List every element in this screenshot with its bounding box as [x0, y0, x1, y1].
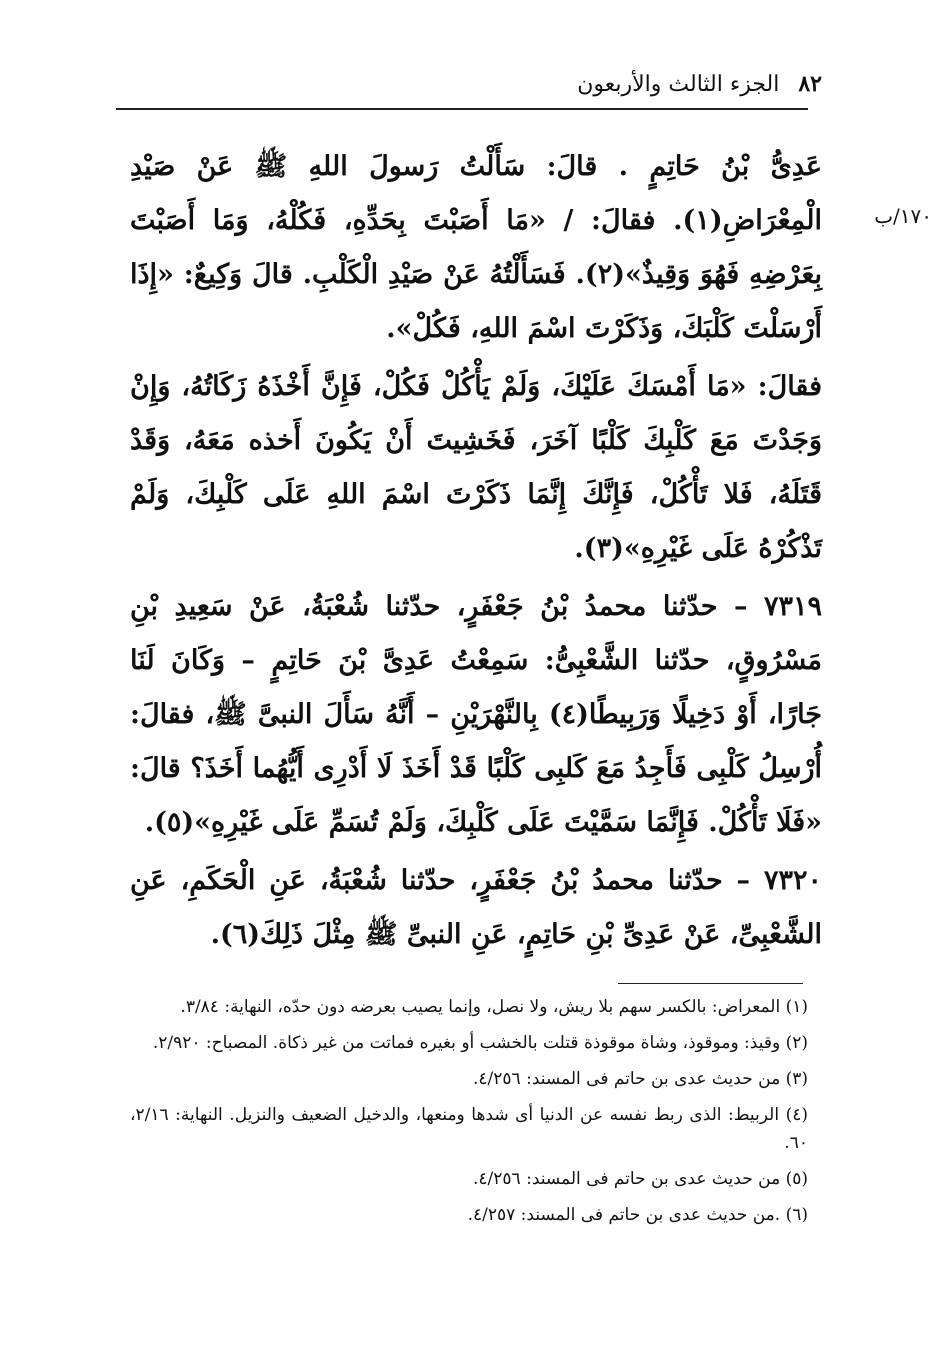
- footnotes: [130, 993, 808, 1237]
- header-title: الجزء الثالث والأربعون: [577, 72, 780, 97]
- hadith-7319: ٧٣١٩ – حدّثنا محمدُ بْنُ جَعْفَرٍ، حدّثنا شُعْبَةُ، عَنْ سَعِيدِ بْنِ مَسْرُوقٍ، حدّثنا الشَّعْبِىُّ: سَمِعْتُ عَدِىَّ بْنَ حَاتِمٍ – وَكَانَ لَنَا جَارًا، أَوْ دَخِيلًا وَرَبِيطًا(٤) بِالنَّهْرَيْنِ – أَنَّهُ سَأَلَ النبىَّ ﷺ، فقالَ: أُرْسِلُ كَلْبِى فَأَجِدُ مَعَ كَلبِى كَلْبًا قَدْ أَخَذَ لَا أَدْرِى أَيُّهُما أَخَذَ؟ قالَ: «فَلَا تَأْكُلْ. فَإِنَّمَا سَمَّيْتَ عَلَى كَلْبِكَ، وَلَمْ تُسَمِّ عَلَى غَيْرِهِ»(٥).: [130, 591, 823, 838]
- footnote-rule: [618, 983, 803, 984]
- margin-folio-note: ١٧٠/ب: [874, 204, 932, 228]
- footnote-1: (١) المعراض: بالكسر سهم بلا ريش، ولا نصل، وإنما يصيب بعرضه دون حدّه، النهاية: ٣/٨٤.: [180, 997, 808, 1017]
- header-rule: [116, 108, 808, 110]
- main-text: [130, 140, 822, 966]
- footnote-3: (٣) من حديث عدى بن حاتم فى المسند: ٤/٢٥٦.: [473, 1069, 808, 1089]
- footnote-5: (٥) من حديث عدى بن حاتم فى المسند: ٤/٢٥٦.: [473, 1169, 808, 1189]
- footnote-4: (٤) الربيط: الذى ربط نفسه عن الدنيا أى شدها ومنعها، والدخيل الضعيف والنزيل. النهاية: ٢/١٦، ٦٠.: [130, 1105, 808, 1153]
- footnote-2: (٢) وقيذ: وموقوذ، وشاة موقوذة قتلت بالخشب أو بغيره فماتت من غير ذكاة. المصباح: ٢/٩٢٠.: [152, 1033, 808, 1053]
- page-number: ٨٢: [798, 71, 822, 97]
- footnote-6: (٦) .من حديث عدى بن حاتم فى المسند: ٤/٢٥٧.: [467, 1205, 808, 1225]
- paragraph-2: فقالَ: «مَا أَمْسَكَ عَلَيْكَ، وَلَمْ يَأْكُلْ فَكُلْ، فَإِنَّ أَخْذَهُ زَكَاتُهُ، وَإِنْ وَجَدْتَ مَعَ كَلْبِكَ كَلْبًا آخَرَ، فَخَشِيتَ أَنْ يَكُونَ أَخذه مَعَهُ، وَقَدْ قَتَلَهُ، فَلا تَأْكُلْ، فَإِنَّكَ إِنَّمَا ذَكَرْتَ اسْمَ اللهِ عَلَى كَلْبِكَ، وَلَمْ تَذْكُرْهُ عَلَى غَيْرِهِ»(٣).: [130, 371, 822, 564]
- paragraph-1: عَدِىُّ بْنُ حَاتِمٍ . قالَ: سَأَلْتُ رَسولَ اللهِ ﷺ عَنْ صَيْدِ الْمِعْرَاضِ(١). فقالَ: / «مَا أَصَبْتَ بِحَدِّهِ، فَكُلْهُ، وَمَا أَصَبْتَ بِعَرْضِهِ فَهُوَ وَقِيذٌ»(٢). فَسَأَلْتُهُ عَنْ صَيْدِ الْكَلْبِ. قالَ وَكِيعٌ: «إِذَا أَرْسَلْتَ كَلْبَكَ، وَذَكَرْتَ اسْمَ اللهِ، فَكُلْ».: [130, 151, 822, 344]
- hadith-7320: ٧٣٢٠ – حدّثنا محمدُ بْنُ جَعْفَرٍ، حدّثنا شُعْبَةُ، عَنِ الْحَكَمِ، عَنِ الشَّعْبِىِّ، عَنْ عَدِىِّ بْنِ حَاتِمٍ، عَنِ النبىِّ ﷺ مِثْلَ ذَلِكَ(٦).: [130, 865, 822, 950]
- running-header: [132, 68, 822, 100]
